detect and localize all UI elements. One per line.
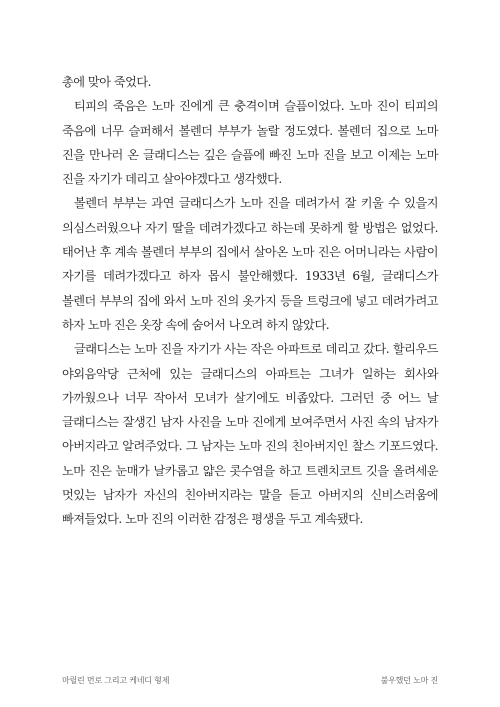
paragraph-bolender-doubts: 볼렌더 부부는 과연 글래디스가 노마 진을 데려가서 잘 키울 수 있을지 의심스러웠으나 자기 딸을 데려가겠다고 하는데 못하게 할 방법은 없었다. 태어난 후 계속 볼렌더 부부의 집에서 살아온 노마 진은 어머니라는 사람이 자기를 데려가겠다고 하자 몹시 불안해했다. 1933년 6월, 글래디스가 볼렌더 부부의 집에 와서 노마 진의 옷가지 등을 트렁크에 넣고 데려가려고 하자 노마 진은 옷장 속에 숨어서 나오려 하지 않았다. [62,196,438,332]
footer-book-title: 마릴린 먼로 그리고 케네디 형제 [62,676,170,685]
paragraph-continuation: 총에 맞아 죽었다. [62,75,152,89]
paragraph-tippy-death: 티피의 죽음은 노마 진에게 큰 충격이며 슬픔이었다. 노마 진이 티피의 죽음에 너무 슬퍼해서 볼렌더 부부가 놀랄 정도였다. 볼렌더 집으로 노마 진을 만나러 온 글래디스는 깊은 슬픔에 빠진 노마 진을 보고 이제는 노마 진을 자기가 데리고 살아야겠다고 생각했다. [62,99,438,187]
footer-chapter-title: 불우했던 노마 진 [380,676,438,685]
body-text [62,70,438,532]
paragraph-gladys-apartment: 글래디스는 노마 진을 자기가 사는 작은 아파트로 데리고 갔다. 할리우드 야외음악당 근처에 있는 글래디스의 아파트는 그녀가 일하는 회사와 가까웠으나 너무 작아서 모녀가 살기에도 비좁았다. 그러던 중 어느 날 글래디스는 잘생긴 남자 사진을 노마 진에게 보여주면서 사진 속의 남자가 아버지라고 알려주었다. 그 남자는 노마 진의 친아버지인 찰스 기포드였다. 노마 진은 눈매가 날카롭고 얇은 콧수염을 하고 트렌치코트 깃을 올려세운 멋있는 남자가 자신의 친아버지라는 말을 듣고 아버지의 신비스러움에 빠져들었다. 노마 진의 이러한 감정은 평생을 두고 계속됐다. [62,342,438,527]
